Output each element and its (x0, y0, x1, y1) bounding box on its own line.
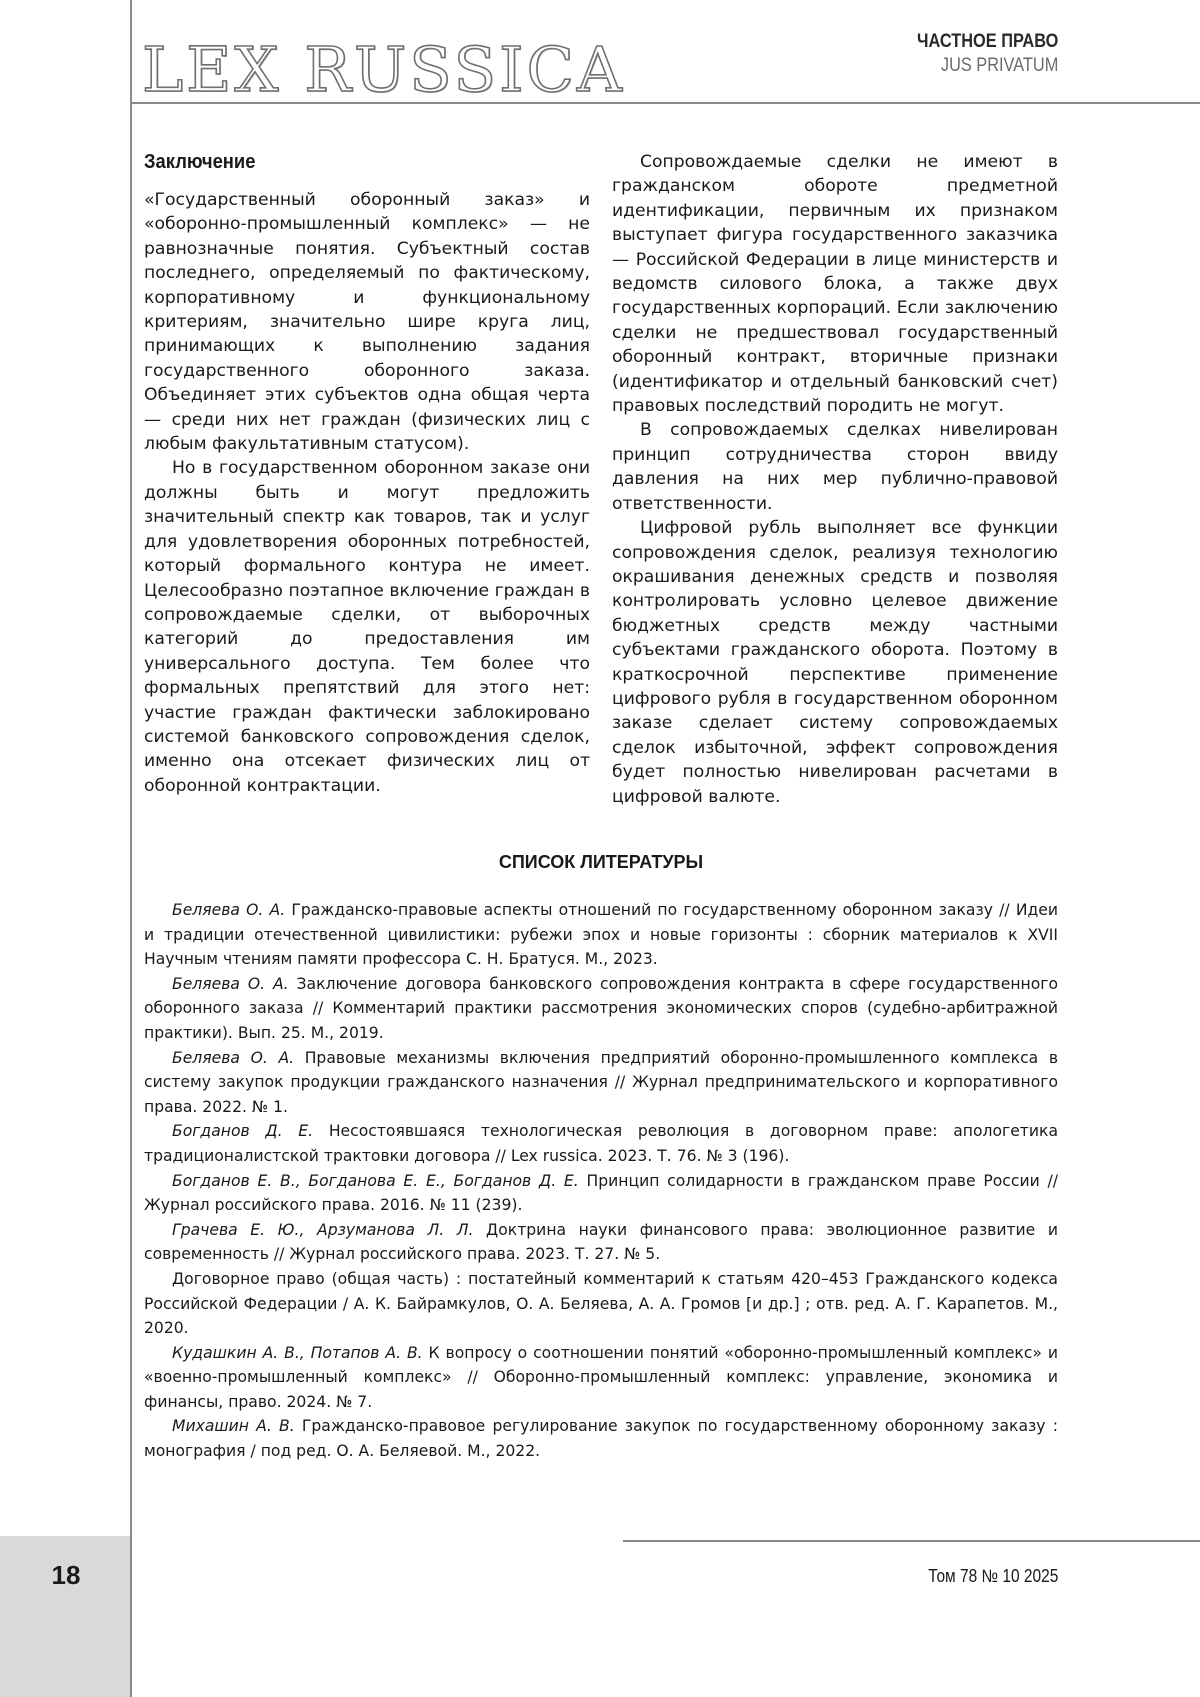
reference-text: Несостоявшаяся технологическая революция в договорном праве: апологетика традиционалистской трактовки договора // Lex russica. 2023. Т. 76. № 3 (196). (144, 1122, 1058, 1165)
reference-text: Доктрина науки финансового права: эволюционное развитие и современность // Журнал российского права. 2023. Т. 27. № 5. (144, 1220, 1059, 1264)
reference-item (144, 1341, 1058, 1415)
reference-author: Михашин А. В. (172, 1417, 295, 1436)
reference-author: Грачева Е. Ю., Арзуманова Л. Л. (172, 1220, 474, 1239)
section-title-lat: JUS PRIVATUM (940, 55, 1058, 76)
reference-item (144, 1169, 1058, 1218)
reference-author: Богданов Д. Е. (172, 1122, 314, 1141)
references-title: СПИСОК ЛИТЕРАТУРЫ (498, 852, 704, 872)
paragraph: Сопровождаемые сделки не имеют в гражданском обороте предметной идентификации, первичным их признаком выступает фигура государственного заказчика — Российской Федерации в лице министерств и ведомств силового блока, а также двух государственных корпораций. Если заключению сделки не предшествовал государственный оборонный контракт, вторичные признаки (идентификатор и отдельный банковский счет) правовых последствий породить не могут. (612, 152, 1058, 417)
reference-author: Беляева О. А. (172, 1048, 295, 1067)
reference-item (144, 1414, 1058, 1463)
reference-author: Кудашкин А. В., Потапов А. В. (172, 1343, 423, 1362)
reference-author: Богданов Е. В., Богданова Е. Е., Богданов Д. Е. (172, 1171, 579, 1190)
reference-item (144, 1218, 1058, 1267)
right-column (612, 150, 1058, 809)
left-margin-rail (0, 0, 132, 1697)
references-list (144, 898, 1058, 1464)
paragraph: В сопровождаемых сделках нивелирован принцип сотрудничества сторон ввиду давления на них мер публично-правовой ответственности. (612, 420, 1058, 514)
reference-text: Правовые механизмы включения предприятий оборонно-промышленного комплекса в систему закупок продукции гражданского назначения // Журнал предпринимательского и корпоративного права. 2022. № 1. (144, 1048, 1059, 1116)
reference-item (144, 1267, 1058, 1341)
left-column (144, 150, 590, 798)
reference-author: Беляева О. А. (172, 974, 289, 993)
reference-text: Принцип солидарности в гражданском праве России // Журнал российского права. 2016. № 11 (239). (144, 1171, 1058, 1215)
reference-text: К вопросу о соотношении понятий «оборонно-промышленный комплекс» и «военно-промышленный комплекс» // Оборонно-промышленный комплекс: управление, экономика и финансы, право. 2024. № 7. (144, 1343, 1059, 1411)
reference-item (144, 898, 1058, 972)
reference-item (144, 972, 1058, 1046)
page-number: 18 (51, 1560, 81, 1590)
paragraph: Цифровой рубль выполняет все функции сопровождения сделок, реализуя технологию окрашивания денежных средств и позволяя контролировать условно целевое движение бюджетных средств между частными субъектами гражданского оборота. Поэтому в краткосрочной перспективе применение цифрового рубля в государственном оборонном заказе сделает систему сопровождаемых сделок избыточной, эффект сопровождения будет полностью нивелирован расчетами в цифровой валюте. (612, 518, 1058, 807)
journal-logo: LEX RUSSICA (142, 33, 625, 106)
section-header (894, 30, 1058, 78)
reference-item (144, 1046, 1058, 1120)
footer-divider (623, 1540, 1200, 1542)
reference-text: Гражданско-правовое регулирование закупок по государственному оборонному заказу : монография / под ред. О. А. Беляевой. М., 2022. (144, 1417, 1058, 1461)
paragraph: Но в государственном оборонном заказе они должны быть и могут предложить значительный спектр как товаров, так и услуг для удовлетворения оборонных потребностей, который формального контура не имеет. Целесообразно поэтапное включение граждан в сопровождаемые сделки, от выборочных категорий до предоставления им универсального доступа. Тем более что формальных препятствий для этого нет: участие граждан фактически заблокировано системой банковского сопровождения сделок, именно она отсекает физических лиц от оборонной контрактации. (144, 458, 590, 796)
section-title-ru: ЧАСТНОЕ ПРАВО (916, 31, 1058, 52)
reference-text: Гражданско-правовые аспекты отношений по государственному оборонном заказу // Идеи и традиции отечественной цивилистики: рубежи эпох и новые горизонты : сборник материалов к XVII Научным чтениям памяти профессора С. Н. Братуся. М., 2023. (144, 901, 1058, 969)
reference-item (144, 1119, 1058, 1168)
conclusion-heading: Заключение (144, 151, 256, 173)
reference-author: Беляева О. А. (172, 901, 286, 919)
reference-text: Заключение договора банковского сопровождения контракта в сфере государственного оборонного заказа // Комментарий практики рассмотрения экономических споров (судебно-арбитражной практики). Вып. 25. М., 2019. (144, 974, 1058, 1042)
issue-info: Том 78 № 10 2025 (927, 1566, 1058, 1586)
reference-text: Договорное право (общая часть) : постатейный комментарий к статьям 420–453 Гражданского кодекса Российской Федерации / А. К. Байрамкулов, О. А. Беляева, А. А. Громов [и др.] ; отв. ред. А. Г. Карапетов. М., 2020. (144, 1269, 1058, 1338)
paragraph: «Государственный оборонный заказ» и «оборонно-промышленный комплекс» — не равнозначные понятия. Субъектный состав последнего, определяемый по фактическому, корпоративному и функциональному критериям, значительно шире круга лиц, принимающих к выполнению задания государственного оборонного заказа. Объединяет этих субъектов одна общая черта — среди них нет граждан (физических лиц с любым факультативным статусом). (144, 190, 590, 455)
